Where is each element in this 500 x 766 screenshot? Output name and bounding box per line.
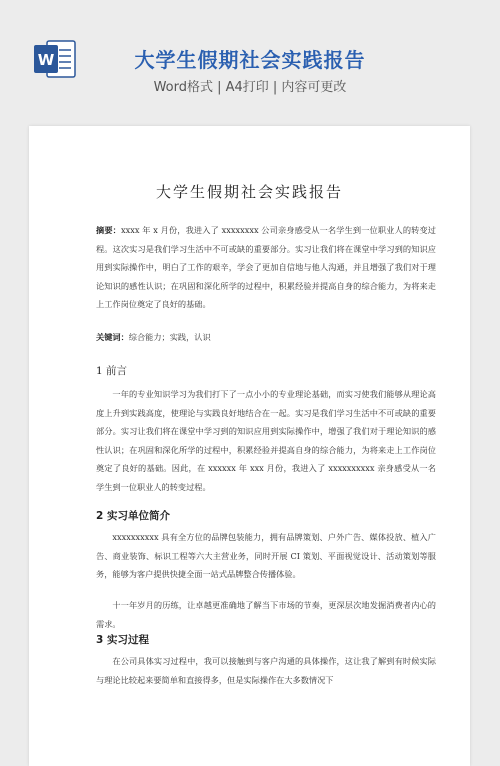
- document-title: 大学生假期社会实践报告: [155, 183, 343, 201]
- section3-paragraph: 在公司具体实习过程中，我可以接触到与客户沟通的具体操作，这让我了解到有时候实际与理论比较起来要简单和直接得多，但是实际操作在大多数情况下: [96, 656, 436, 685]
- document-page: [29, 126, 470, 766]
- abstract-text: xxxx 年 x 月份，我进入了 xxxxxxxx 公司亲身感受从一名学生到一位职业人的转变过程。这次实习是我们学习生活中不可或缺的重要部分。实习让我们将在课堂中学习到的知识应用到实际操作中，明白了工作的艰辛，学会了更加自信地与他人沟通，并且增强了我们对于理论知识的感性认识；在巩固和深化所学的过程中，积累经验并提高自身的综合能力，为将来走上工作岗位奠定了良好的基础。: [96, 225, 436, 309]
- section2-paragraph-1: xxxxxxxxxx 具有全方位的品牌包装能力，拥有品牌策划、户外广告、媒体投放、植入广告、商业装饰、标识工程等六大主营业务，同时开展 CI 策划、平面视觉设计、活动策划等服务，能够为客户提供快捷全面一站式品牌整合传播体验。: [96, 532, 436, 579]
- keywords-paragraph: [96, 328, 436, 347]
- keywords-label: 关键词：: [96, 332, 129, 342]
- section3-heading: 3 实习过程: [96, 634, 149, 646]
- banner-subtitle: Word格式 | A4打印 | 内容可更改: [153, 80, 347, 95]
- section1-heading: 1 前言: [96, 365, 128, 377]
- section2-paragraph-2: 十一年岁月的历练，让卓越更准确地了解当下市场的节奏，更深层次地发掘消费者内心的需求。: [96, 600, 436, 629]
- section2-heading: 2 实习单位简介: [96, 510, 170, 522]
- abstract-paragraph: [96, 221, 436, 314]
- keywords-text: 综合能力；实践，认识: [128, 332, 211, 342]
- abstract-label: 摘要：: [96, 225, 121, 235]
- word-icon-letter: W: [37, 51, 55, 69]
- section1-paragraph: 一年的专业知识学习为我们打下了一点小小的专业理论基础，而实习使我们能够从理论高度上升到实践高度，使理论与实践良好地结合在一起。实习是我们学习生活中不可或缺的重要部分。实习让我们将在课堂中学习到的知识应用到实际操作中，增强了我们对于理论知识的感性认识；在巩固和深化所学的过程中，积累经验并提高自身的综合能力，为将来走上工作岗位奠定了良好的基础。因此，在 xxxxxx 年 xxx 月份，我进入了 xxxxxxxxxx 亲身感受从一名学生到一位职业人的转变过程。: [96, 389, 436, 492]
- top-banner: [0, 0, 500, 112]
- banner-title: 大学生假期社会实践报告: [134, 48, 366, 72]
